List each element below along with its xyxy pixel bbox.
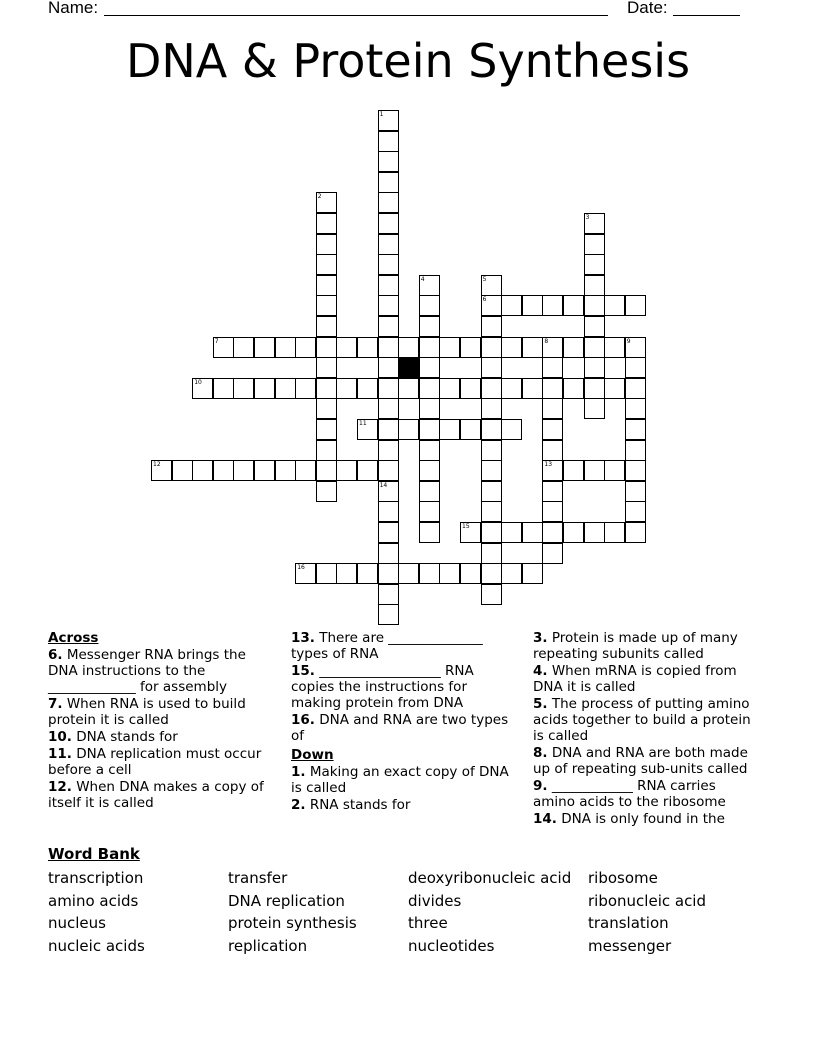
grid-cell[interactable] bbox=[378, 440, 399, 461]
grid-cell[interactable] bbox=[542, 440, 563, 461]
grid-cell[interactable] bbox=[254, 337, 275, 358]
grid-cell[interactable] bbox=[522, 295, 543, 316]
cell-number: 12 bbox=[153, 461, 161, 469]
word-bank-item: replication bbox=[228, 936, 308, 955]
grid-cell[interactable] bbox=[604, 295, 625, 316]
grid-cell[interactable] bbox=[563, 337, 584, 358]
down-heading: Down bbox=[291, 747, 334, 763]
clue-text: There are ______________ types of RNA bbox=[291, 630, 483, 662]
grid-cell[interactable] bbox=[625, 481, 646, 502]
grid-cell[interactable] bbox=[275, 337, 296, 358]
grid-cell[interactable] bbox=[481, 501, 502, 522]
grid-cell[interactable] bbox=[172, 460, 193, 481]
grid-cell[interactable] bbox=[481, 440, 502, 461]
grid-cell[interactable] bbox=[378, 316, 399, 337]
name-label: Name: bbox=[48, 0, 99, 17]
clue-number: 5. bbox=[533, 696, 548, 712]
grid-cell[interactable] bbox=[316, 419, 337, 440]
word-bank-item: divides bbox=[408, 891, 462, 910]
grid-cell[interactable] bbox=[398, 337, 419, 358]
grid-cell[interactable] bbox=[481, 563, 502, 584]
grid-cell[interactable] bbox=[378, 543, 399, 564]
clue-number: 2. bbox=[291, 797, 306, 813]
grid-cell[interactable] bbox=[316, 563, 337, 584]
grid-cell[interactable] bbox=[460, 337, 481, 358]
grid-cell[interactable] bbox=[481, 398, 502, 419]
cell-number: 8 bbox=[544, 337, 549, 345]
clue-column-1 bbox=[48, 629, 273, 811]
clue-16 bbox=[291, 712, 516, 744]
grid-cell[interactable] bbox=[233, 460, 254, 481]
word-bank-item: ribosome bbox=[588, 869, 658, 887]
clue-6 bbox=[48, 647, 273, 695]
clue-9 bbox=[533, 778, 759, 810]
cell-number: 3 bbox=[585, 214, 590, 221]
grid-cell[interactable] bbox=[460, 563, 481, 584]
grid-cell[interactable] bbox=[419, 522, 440, 543]
cell-number: 6 bbox=[482, 296, 487, 304]
grid-cell[interactable] bbox=[501, 378, 522, 399]
grid-cell[interactable] bbox=[563, 460, 584, 481]
grid-cell[interactable] bbox=[378, 131, 399, 152]
grid-cell[interactable] bbox=[295, 337, 316, 358]
grid-cell[interactable] bbox=[419, 398, 440, 419]
clue-text: DNA and RNA are both made up of repeating sub-units called bbox=[533, 745, 748, 777]
clue-number: 9. bbox=[533, 778, 548, 794]
grid-cell[interactable] bbox=[584, 337, 605, 358]
grid-cell[interactable] bbox=[604, 522, 625, 543]
grid-cell[interactable] bbox=[522, 337, 543, 358]
grid-cell[interactable] bbox=[357, 460, 378, 481]
grid-cell[interactable] bbox=[584, 378, 605, 399]
grid-cell[interactable] bbox=[398, 563, 419, 584]
grid-cell[interactable] bbox=[316, 254, 337, 275]
grid-cell[interactable] bbox=[439, 378, 460, 399]
grid-cell[interactable] bbox=[584, 522, 605, 543]
word-bank-item: protein synthesis bbox=[228, 914, 357, 932]
grid-cell[interactable] bbox=[419, 440, 440, 461]
grid-cell[interactable] bbox=[357, 337, 378, 358]
word-bank-item: messenger bbox=[588, 936, 672, 955]
clue-1 bbox=[291, 764, 516, 796]
grid-cell[interactable] bbox=[625, 295, 646, 316]
clue-text: DNA is only found in the bbox=[556, 811, 725, 827]
cell-number: 2 bbox=[317, 193, 322, 201]
grid-cell[interactable] bbox=[378, 192, 399, 213]
grid-cell[interactable] bbox=[501, 295, 522, 316]
grid-cell[interactable] bbox=[254, 378, 275, 399]
grid-cell[interactable] bbox=[542, 419, 563, 440]
grid-cell[interactable] bbox=[542, 398, 563, 419]
grid-cell[interactable] bbox=[522, 563, 543, 584]
grid-cell[interactable] bbox=[378, 563, 399, 584]
page-title: DNA & Protein Synthesis bbox=[125, 34, 691, 88]
grid-cell[interactable] bbox=[378, 295, 399, 316]
clue-text: DNA replication must occur before a cell bbox=[48, 746, 262, 778]
clue-text: Messenger RNA brings the DNA instructions to the _____________ for assembly bbox=[48, 647, 246, 695]
grid-cell[interactable] bbox=[378, 172, 399, 193]
clue-12 bbox=[48, 779, 273, 811]
grid-cell[interactable] bbox=[584, 234, 605, 255]
clue-10 bbox=[48, 729, 273, 745]
grid-cell[interactable] bbox=[501, 522, 522, 543]
grid-cell[interactable] bbox=[501, 419, 522, 440]
grid-cell[interactable] bbox=[336, 563, 357, 584]
clue-text: When DNA makes a copy of itself it is called bbox=[48, 779, 264, 811]
grid-cell[interactable] bbox=[275, 460, 296, 481]
grid-cell[interactable] bbox=[378, 234, 399, 255]
grid-cell[interactable] bbox=[316, 316, 337, 337]
clue-14 bbox=[533, 811, 759, 827]
clue-text: The process of putting amino acids together to build a protein is called bbox=[533, 696, 751, 744]
cell-number: 15 bbox=[462, 523, 470, 530]
grid-cell[interactable] bbox=[336, 337, 357, 358]
grid-cell[interactable] bbox=[625, 522, 646, 543]
word-bank-item: nucleus bbox=[48, 914, 106, 932]
clue-number: 12. bbox=[48, 779, 72, 795]
grid-cell[interactable] bbox=[316, 357, 337, 378]
grid-cell[interactable] bbox=[419, 337, 440, 358]
grid-cell[interactable] bbox=[460, 378, 481, 399]
grid-cell[interactable] bbox=[625, 440, 646, 461]
grid-cell[interactable] bbox=[542, 543, 563, 564]
grid-cell[interactable] bbox=[213, 378, 234, 399]
cell-number: 16 bbox=[297, 564, 305, 572]
clue-text: ____________ RNA carries amino acids to the ribosome bbox=[533, 778, 726, 810]
grid-cell[interactable] bbox=[316, 275, 337, 296]
clue-number: 15. bbox=[291, 663, 315, 679]
grid-cell[interactable] bbox=[295, 378, 316, 399]
grid-cell[interactable] bbox=[542, 481, 563, 502]
grid-cell[interactable] bbox=[419, 501, 440, 522]
grid-cell[interactable] bbox=[481, 316, 502, 337]
grid-cell[interactable] bbox=[213, 460, 234, 481]
word-bank-item: amino acids bbox=[48, 891, 139, 910]
grid-cell[interactable] bbox=[604, 378, 625, 399]
cell-number: 11 bbox=[359, 420, 367, 427]
grid-cell[interactable] bbox=[563, 522, 584, 543]
grid-cell[interactable] bbox=[419, 316, 440, 337]
grid-cell[interactable] bbox=[481, 378, 502, 399]
clue-number: 14. bbox=[533, 811, 557, 827]
grid-cell[interactable] bbox=[481, 522, 502, 543]
grid-cell[interactable] bbox=[584, 316, 605, 337]
cell-number: 4 bbox=[420, 275, 425, 283]
grid-cell[interactable] bbox=[604, 460, 625, 481]
word-bank-item: transfer bbox=[228, 869, 288, 887]
clue-number: 6. bbox=[48, 647, 63, 663]
cell-number: 9 bbox=[626, 337, 631, 345]
clue-number: 13. bbox=[291, 630, 315, 646]
grid-cell[interactable] bbox=[625, 460, 646, 481]
clue-13 bbox=[291, 630, 516, 662]
word-bank-item: three bbox=[408, 914, 448, 932]
grid-cell[interactable] bbox=[275, 378, 296, 399]
clue-8 bbox=[533, 745, 759, 777]
grid-cell[interactable] bbox=[419, 419, 440, 440]
word-bank-title: Word Bank bbox=[48, 845, 140, 863]
cell-number: 10 bbox=[194, 378, 202, 386]
grid-cell[interactable] bbox=[316, 234, 337, 255]
grid-cell[interactable] bbox=[542, 357, 563, 378]
grid-cell[interactable] bbox=[316, 460, 337, 481]
grid-cell[interactable] bbox=[419, 563, 440, 584]
across-clue-list-continued bbox=[291, 630, 516, 744]
cell-number: 7 bbox=[214, 337, 219, 345]
grid-cell[interactable] bbox=[378, 460, 399, 481]
clue-text: RNA stands for bbox=[305, 797, 411, 813]
grid-cell[interactable] bbox=[357, 378, 378, 399]
grid-cell[interactable] bbox=[419, 295, 440, 316]
across-heading: Across bbox=[48, 630, 99, 646]
grid-cell[interactable] bbox=[336, 460, 357, 481]
grid-cell[interactable] bbox=[584, 295, 605, 316]
grid-cell[interactable] bbox=[336, 378, 357, 399]
clue-column-2 bbox=[291, 629, 516, 813]
word-bank-item: nucleotides bbox=[408, 936, 495, 955]
clue-text: When RNA is used to build protein it is called bbox=[48, 696, 246, 728]
grid-cell[interactable] bbox=[584, 398, 605, 419]
clue-text: __________________ RNA copies the instructions for making protein from DNA bbox=[291, 663, 474, 711]
grid-cell[interactable] bbox=[398, 419, 419, 440]
grid-cell[interactable] bbox=[378, 501, 399, 522]
down-clue-list-continued bbox=[533, 630, 759, 827]
clue-text: When mRNA is copied from DNA it is called bbox=[533, 663, 737, 695]
grid-cell[interactable] bbox=[192, 460, 213, 481]
grid-cell[interactable] bbox=[522, 522, 543, 543]
clue-4 bbox=[533, 663, 759, 695]
grid-cell[interactable] bbox=[378, 398, 399, 419]
shaded-cell bbox=[398, 357, 419, 378]
grid-cell[interactable] bbox=[439, 563, 460, 584]
grid-cell[interactable] bbox=[584, 357, 605, 378]
clue-number: 8. bbox=[533, 745, 548, 761]
grid-cell[interactable] bbox=[584, 275, 605, 296]
down-clue-list bbox=[291, 764, 516, 813]
date-label: Date: bbox=[627, 0, 668, 17]
clue-column-3 bbox=[533, 629, 759, 827]
grid-cell[interactable] bbox=[563, 378, 584, 399]
grid-cell[interactable] bbox=[481, 357, 502, 378]
grid-cell[interactable] bbox=[316, 481, 337, 502]
clue-number: 7. bbox=[48, 696, 63, 712]
grid-cell[interactable] bbox=[584, 254, 605, 275]
clue-text: Making an exact copy of DNA is called bbox=[291, 764, 509, 796]
grid-cell[interactable] bbox=[316, 337, 337, 358]
grid-cell[interactable] bbox=[419, 460, 440, 481]
grid-cell[interactable] bbox=[316, 440, 337, 461]
clue-2 bbox=[291, 797, 516, 813]
grid-cell[interactable] bbox=[501, 563, 522, 584]
word-bank-item: nucleic acids bbox=[48, 936, 145, 955]
grid-cell[interactable] bbox=[357, 563, 378, 584]
grid-cell[interactable] bbox=[625, 419, 646, 440]
grid-cell[interactable] bbox=[378, 522, 399, 543]
grid-cell[interactable] bbox=[481, 584, 502, 605]
cell-number: 14 bbox=[379, 481, 388, 489]
grid-cell[interactable] bbox=[378, 337, 399, 358]
clue-3 bbox=[533, 630, 759, 662]
grid-cell[interactable] bbox=[316, 295, 337, 316]
cell-number: 13 bbox=[544, 461, 553, 469]
grid-cell[interactable] bbox=[419, 357, 440, 378]
grid-cell[interactable] bbox=[584, 460, 605, 481]
clue-number: 4. bbox=[533, 663, 548, 679]
word-bank-item: DNA replication bbox=[228, 891, 345, 910]
grid-cell[interactable] bbox=[378, 275, 399, 296]
grid-cell[interactable] bbox=[378, 419, 399, 440]
grid-cell[interactable] bbox=[522, 378, 543, 399]
word-bank-item: translation bbox=[588, 914, 669, 932]
word-bank-item: deoxyribonucleic acid bbox=[408, 869, 572, 887]
grid-cell[interactable] bbox=[439, 337, 460, 358]
word-bank-item: ribonucleic acid bbox=[588, 891, 707, 910]
grid-cell[interactable] bbox=[501, 337, 522, 358]
grid-cell[interactable] bbox=[604, 337, 625, 358]
grid-cell[interactable] bbox=[378, 357, 399, 378]
clue-11 bbox=[48, 746, 273, 778]
grid-cell[interactable] bbox=[625, 398, 646, 419]
grid-cell[interactable] bbox=[542, 522, 563, 543]
clue-number: 11. bbox=[48, 746, 72, 762]
across-clue-list bbox=[48, 647, 273, 811]
grid-cell[interactable] bbox=[625, 357, 646, 378]
grid-cell[interactable] bbox=[625, 378, 646, 399]
grid-cell[interactable] bbox=[481, 543, 502, 564]
cell-number: 1 bbox=[379, 111, 384, 118]
grid-cell[interactable] bbox=[378, 584, 399, 605]
grid-cell[interactable] bbox=[233, 337, 254, 358]
word-bank-grid bbox=[48, 869, 768, 955]
grid-cell[interactable] bbox=[378, 151, 399, 172]
clue-15 bbox=[291, 663, 516, 711]
grid-cell[interactable] bbox=[419, 481, 440, 502]
clue-5 bbox=[533, 696, 759, 744]
clue-text: DNA and RNA are two types of bbox=[291, 712, 509, 744]
clue-number: 3. bbox=[533, 630, 548, 646]
grid-cell[interactable] bbox=[316, 398, 337, 419]
grid-cell[interactable] bbox=[378, 378, 399, 399]
grid-cell[interactable] bbox=[542, 378, 563, 399]
grid-cell[interactable] bbox=[295, 460, 316, 481]
grid-cell[interactable] bbox=[563, 295, 584, 316]
clue-text: DNA stands for bbox=[71, 729, 178, 745]
grid-cell[interactable] bbox=[378, 213, 399, 234]
grid-cell[interactable] bbox=[254, 460, 275, 481]
grid-cell[interactable] bbox=[542, 295, 563, 316]
word-bank bbox=[48, 845, 768, 955]
grid-cell[interactable] bbox=[439, 419, 460, 440]
grid-cell[interactable] bbox=[316, 213, 337, 234]
grid-cell[interactable] bbox=[316, 378, 337, 399]
grid-cell[interactable] bbox=[398, 378, 419, 399]
grid-cell[interactable] bbox=[419, 378, 440, 399]
word-bank-item: transcription bbox=[48, 869, 144, 887]
grid-cell[interactable] bbox=[378, 254, 399, 275]
clue-number: 1. bbox=[291, 764, 306, 780]
grid-cell[interactable] bbox=[378, 604, 399, 625]
cell-number: 5 bbox=[482, 275, 487, 283]
grid-cell[interactable] bbox=[460, 419, 481, 440]
grid-cell[interactable] bbox=[481, 419, 502, 440]
grid-cell[interactable] bbox=[481, 460, 502, 481]
grid-cell[interactable] bbox=[625, 501, 646, 522]
clue-7 bbox=[48, 696, 273, 728]
grid-cell[interactable] bbox=[542, 501, 563, 522]
grid-cell[interactable] bbox=[481, 337, 502, 358]
grid-cell[interactable] bbox=[233, 378, 254, 399]
grid-cell[interactable] bbox=[481, 481, 502, 502]
clue-number: 10. bbox=[48, 729, 72, 745]
clue-number: 16. bbox=[291, 712, 315, 728]
clue-text: Protein is made up of many repeating subunits called bbox=[533, 630, 738, 662]
